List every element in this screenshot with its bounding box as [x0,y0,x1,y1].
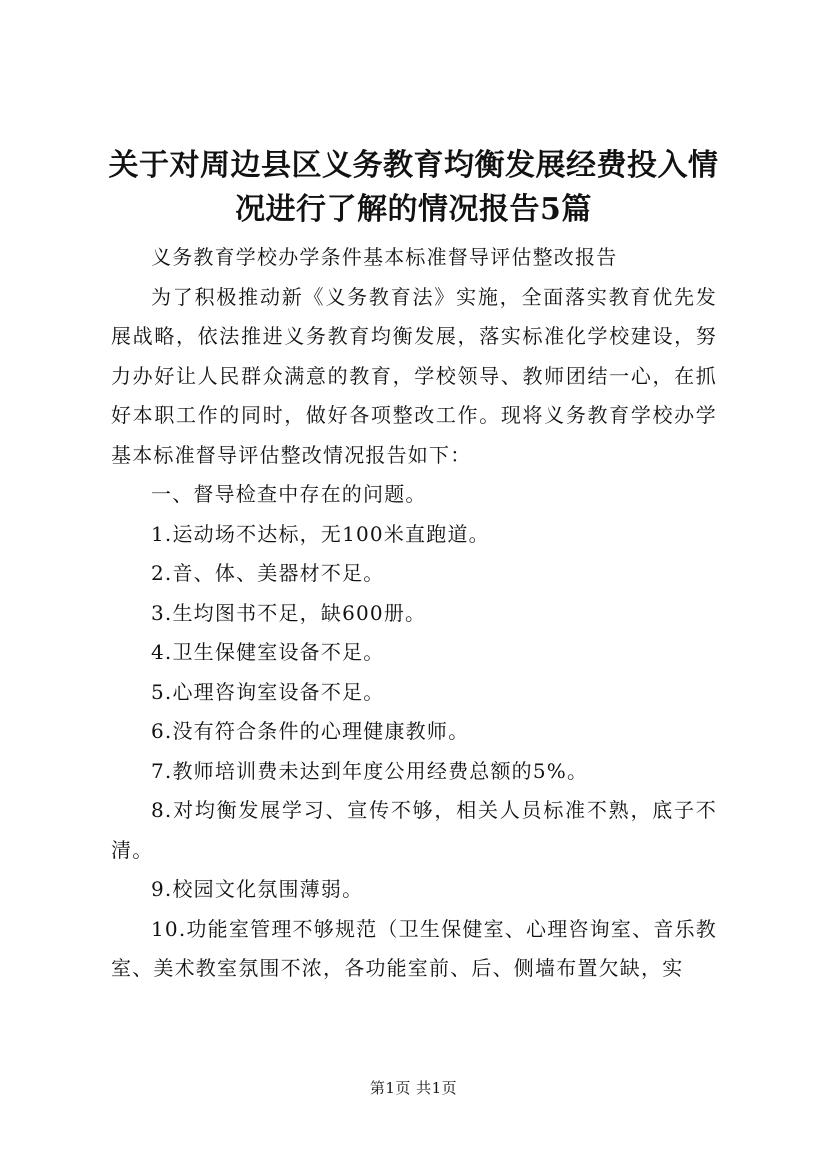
problem-item: 4.卫生保健室设备不足。 [151,640,385,664]
problem-item: 10.功能室管理不够规范（卫生保健室、心理咨询室、音乐教室、美术教室氛围不浓，各功能室前、后、侧墙布置欠缺，实 [111,916,717,980]
problem-item: 2.音、体、美器材不足。 [151,561,385,585]
problem-item: 5.心理咨询室设备不足。 [151,679,385,704]
problem-item: 1.运动场不达标，无100米直跑道。 [151,521,490,546]
problem-item: 9.校园文化氛围薄弱。 [151,877,364,901]
intro-paragraph: 为了积极推动新《义务教育法》实施，全面落实教育优先发展战略，依法推进义务教育均衡发展，落实标准化学校建设，努力办好让人民群众满意的教育，学校领导、教师团结一心，在抓好本职工作的同时，做好各项整改工作。现将义务教育学校办学基本标准督导评估整改情况报告如下： [111,284,717,467]
problem-item: 3.生均图书不足，缺600册。 [151,600,427,625]
report-subtitle: 义务教育学校办学条件基本标准督导评估整改报告 [151,245,618,269]
page-number: 第1页 共1页 [369,1079,458,1097]
problem-item: 6.没有符合条件的心理健康教师。 [151,719,470,743]
section-heading: 一、督导检查中存在的问题。 [151,482,427,506]
document-title: 关于对周边县区义务教育均衡发展经费投入情况进行了解的情况报告5篇 [108,148,719,227]
problem-item: 7.教师培训费未达到年度公用经费总额的5%。 [151,758,589,783]
problem-item: 8.对均衡发展学习、宣传不够，相关人员标准不熟，底子不清。 [111,798,717,862]
document-body [111,238,717,989]
